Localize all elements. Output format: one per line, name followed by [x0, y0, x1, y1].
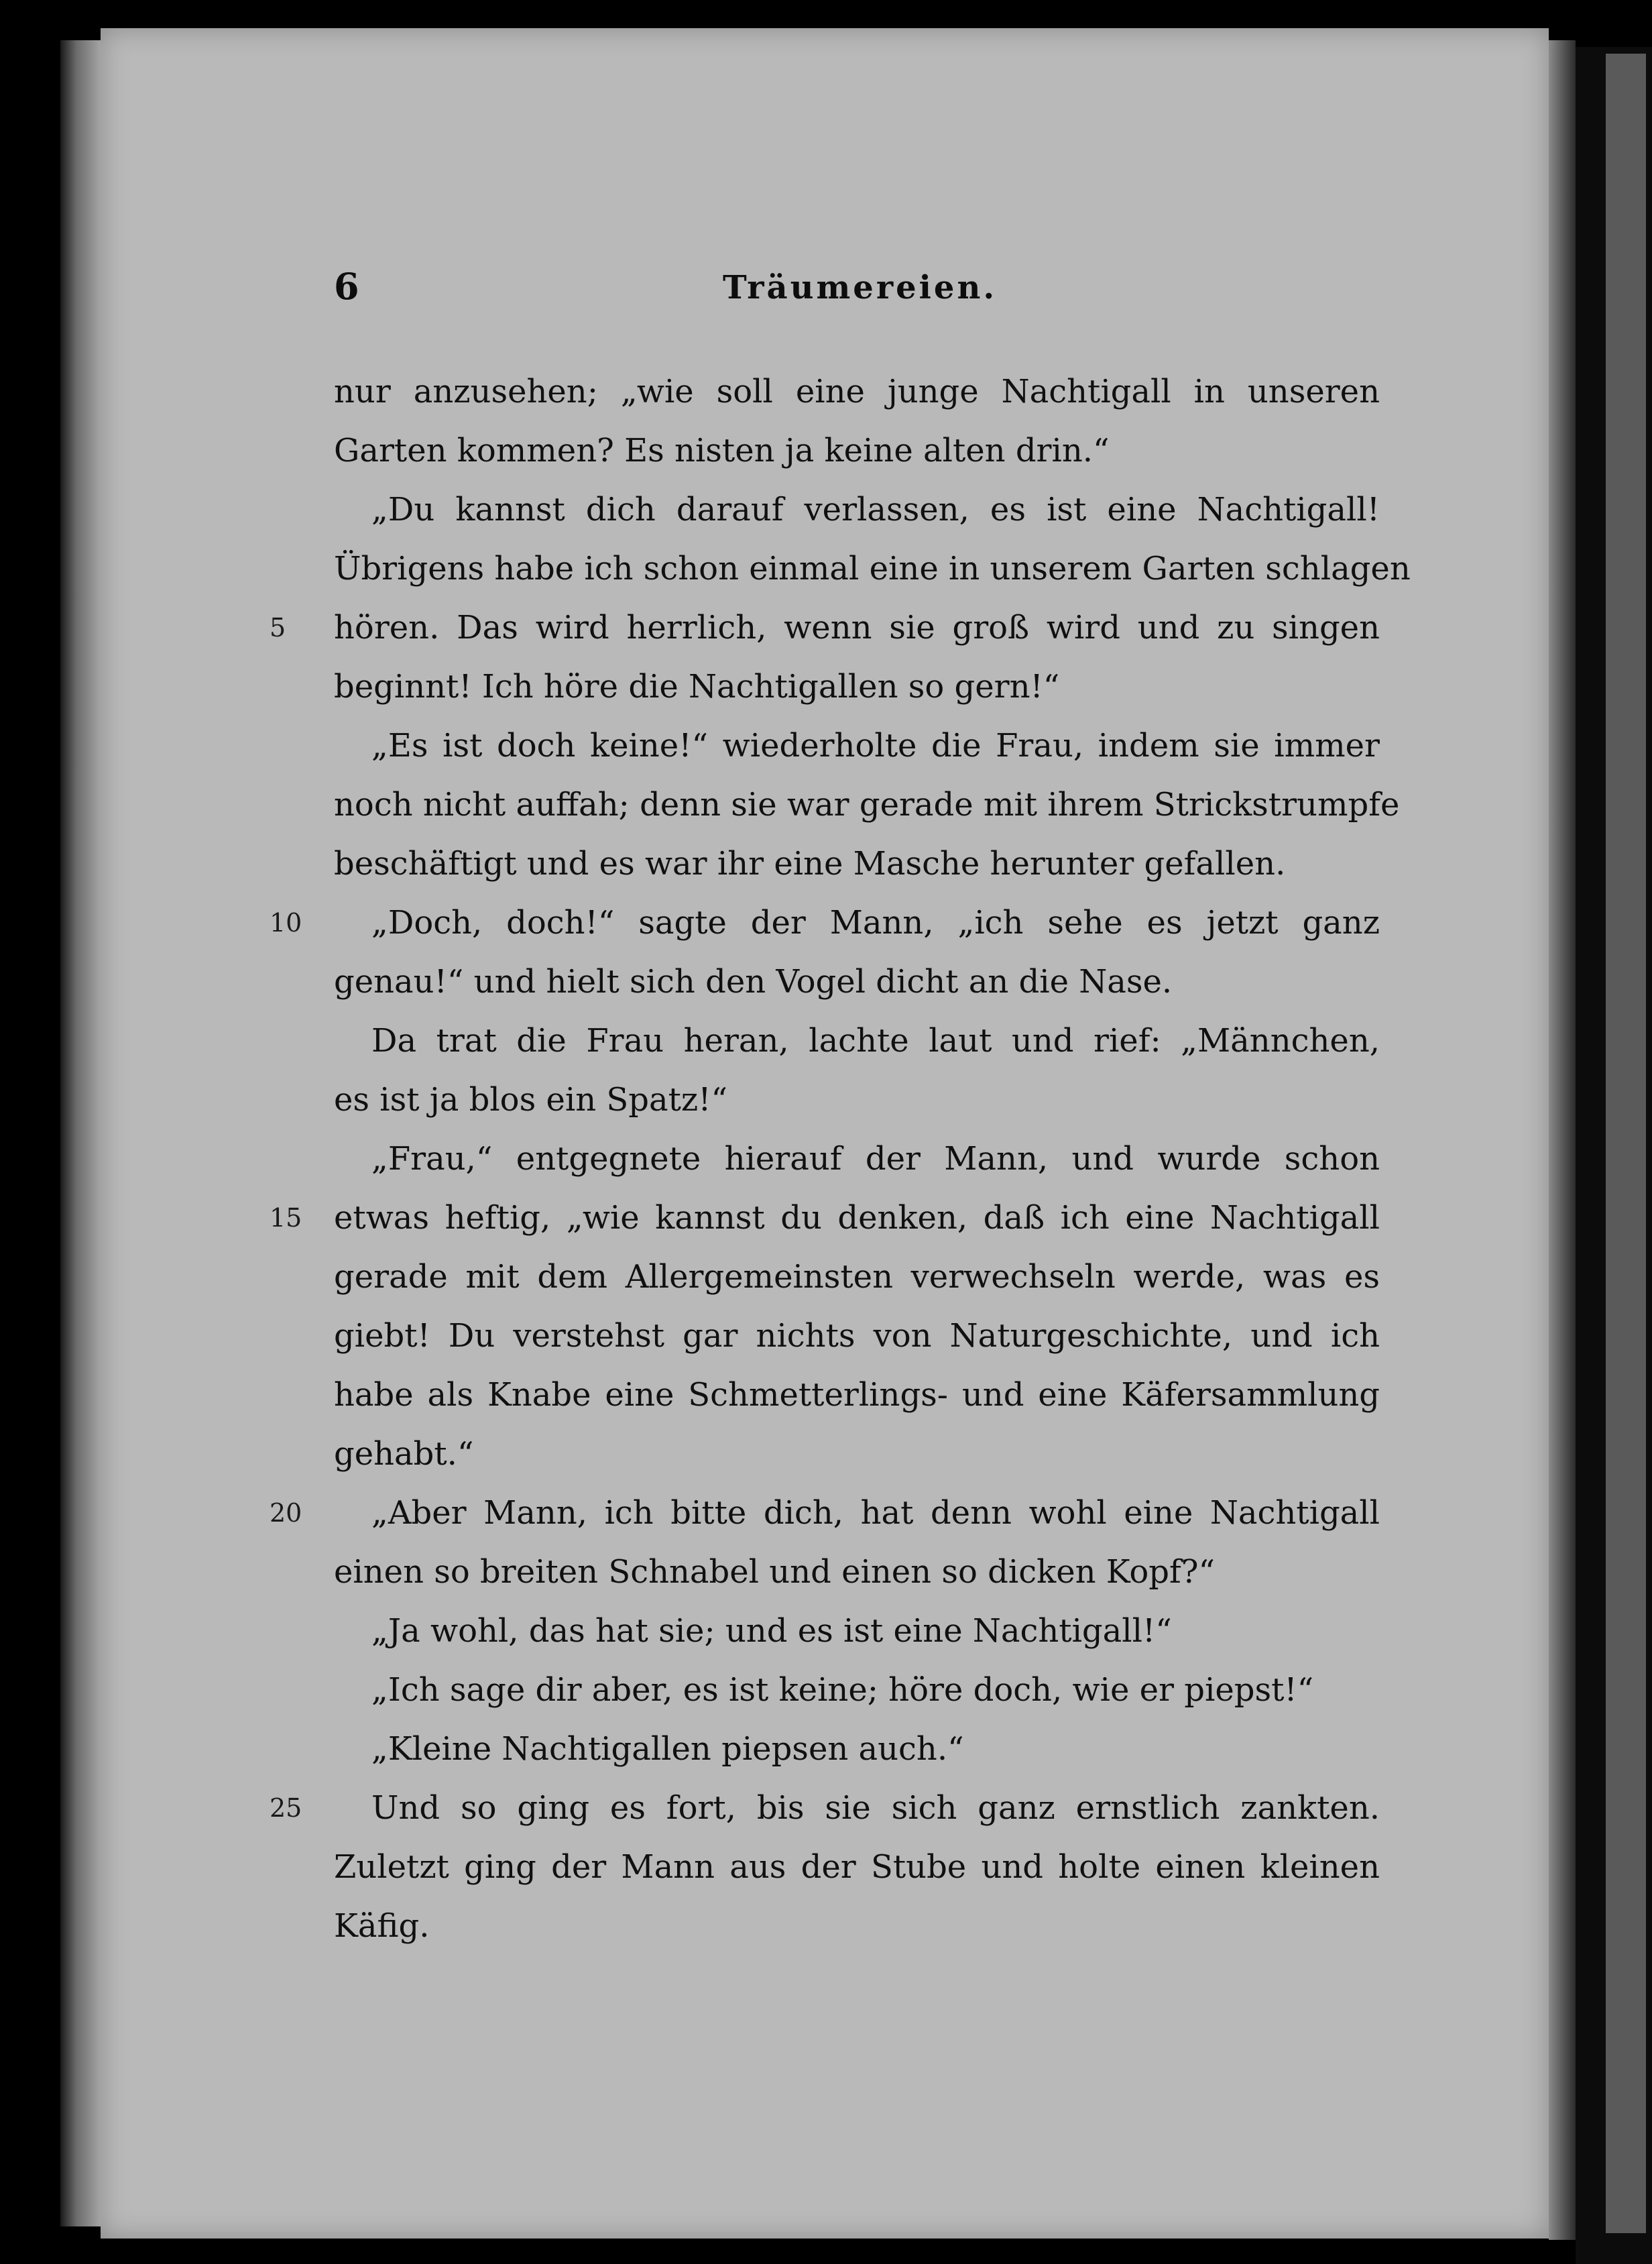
text-line — [334, 1247, 1380, 1306]
line-text: beginnt! Ich höre die Nachtigallen so gern!“ — [334, 668, 1060, 705]
line-text: „Kleine Nachtigallen piepsen auch.“ — [371, 1730, 964, 1768]
line-number: 10 — [270, 908, 302, 938]
text-line — [334, 1837, 1380, 1897]
line-text: habe als Knabe eine Schmetterlings- und eine Käfersammlung — [334, 1376, 1380, 1414]
text-line — [334, 1070, 1380, 1129]
text-line — [334, 1601, 1380, 1660]
line-number: 25 — [270, 1793, 302, 1823]
text-line — [334, 657, 1380, 716]
text-line — [334, 480, 1380, 539]
line-text: nur anzusehen; „wie soll eine junge Nachtigall in unseren — [334, 373, 1380, 410]
text-line — [270, 1483, 1380, 1542]
text-line — [270, 1778, 1380, 1837]
text-line — [334, 539, 1411, 598]
line-text: beschäftigt und es war ihr eine Masche herunter gefallen. — [334, 845, 1286, 883]
text-line — [334, 1129, 1380, 1188]
text-line — [270, 893, 1380, 952]
line-text: „Doch, doch!“ sagte der Mann, „ich sehe es jetzt ganz — [371, 904, 1380, 942]
text-line — [334, 362, 1380, 421]
line-text: „Aber Mann, ich bitte dich, hat denn wohl eine Nachtigall — [371, 1494, 1380, 1532]
body-text — [270, 362, 1411, 1956]
line-text: einen so breiten Schnabel und einen so dicken Kopf?“ — [334, 1553, 1215, 1591]
line-text: „Ich sage dir aber, es ist keine; höre doch, wie er piepst!“ — [371, 1671, 1314, 1709]
line-text: gerade mit dem Allergemeinsten verwechseln werde, was es — [334, 1258, 1380, 1296]
text-line — [334, 775, 1400, 834]
line-text: Übrigens habe ich schon einmal eine in unserem Garten schlagen — [334, 550, 1411, 587]
next-page-sliver — [1606, 54, 1646, 2233]
line-number: 20 — [270, 1498, 302, 1528]
running-head: Träumereien. — [723, 269, 998, 306]
line-text: Garten kommen? Es nisten ja keine alten drin.“ — [334, 432, 1110, 469]
text-line — [270, 598, 1380, 657]
text-line — [334, 421, 1380, 480]
line-text: Da trat die Frau heran, lachte laut und rief: „Männchen, — [371, 1022, 1380, 1060]
text-line — [334, 1719, 1380, 1778]
page-number: 6 — [334, 265, 359, 308]
text-line — [270, 1188, 1380, 1247]
line-text: „Du kannst dich darauf verlassen, es ist eine Nachtigall! — [371, 491, 1380, 528]
line-text: Und so ging es fort, bis sie sich ganz ernstlich zankten. — [371, 1789, 1380, 1827]
line-number: 15 — [270, 1203, 302, 1233]
line-text: hören. Das wird herrlich, wenn sie groß wird und zu singen — [334, 609, 1380, 646]
page-gutter-shadow — [1549, 40, 1576, 2240]
text-line — [334, 834, 1380, 893]
text-line — [334, 1365, 1380, 1424]
line-number: 5 — [270, 613, 286, 642]
line-text: Käfig. — [334, 1907, 430, 1945]
text-line — [334, 1424, 1380, 1483]
text-line — [334, 1542, 1380, 1601]
line-text: noch nicht auffah; denn sie war gerade mit ihrem Strickstrumpfe — [334, 786, 1400, 824]
text-line — [334, 952, 1380, 1011]
text-line — [334, 1660, 1380, 1719]
text-line — [334, 1897, 1380, 1956]
text-line — [334, 716, 1380, 775]
text-line — [334, 1306, 1380, 1365]
page-header — [334, 265, 1380, 325]
line-text: gehabt.“ — [334, 1435, 474, 1473]
line-text: giebt! Du verstehst gar nichts von Naturgeschichte, und ich — [334, 1317, 1380, 1355]
line-text: „Es ist doch keine!“ wiederholte die Frau, indem sie immer — [371, 727, 1380, 765]
line-text: „Ja wohl, das hat sie; und es ist eine Nachtigall!“ — [371, 1612, 1172, 1650]
text-line — [334, 1011, 1380, 1070]
line-text: Zuletzt ging der Mann aus der Stube und holte einen kleinen — [334, 1848, 1380, 1886]
line-text: „Frau,“ entgegnete hierauf der Mann, und wurde schon — [371, 1140, 1380, 1178]
line-text: es ist ja blos ein Spatz!“ — [334, 1081, 728, 1119]
line-text: etwas heftig, „wie kannst du denken, daß ich eine Nachtigall — [334, 1199, 1380, 1237]
line-text: genau!“ und hielt sich den Vogel dicht an die Nase. — [334, 963, 1173, 1001]
page-stack-left-edge — [60, 40, 101, 2226]
